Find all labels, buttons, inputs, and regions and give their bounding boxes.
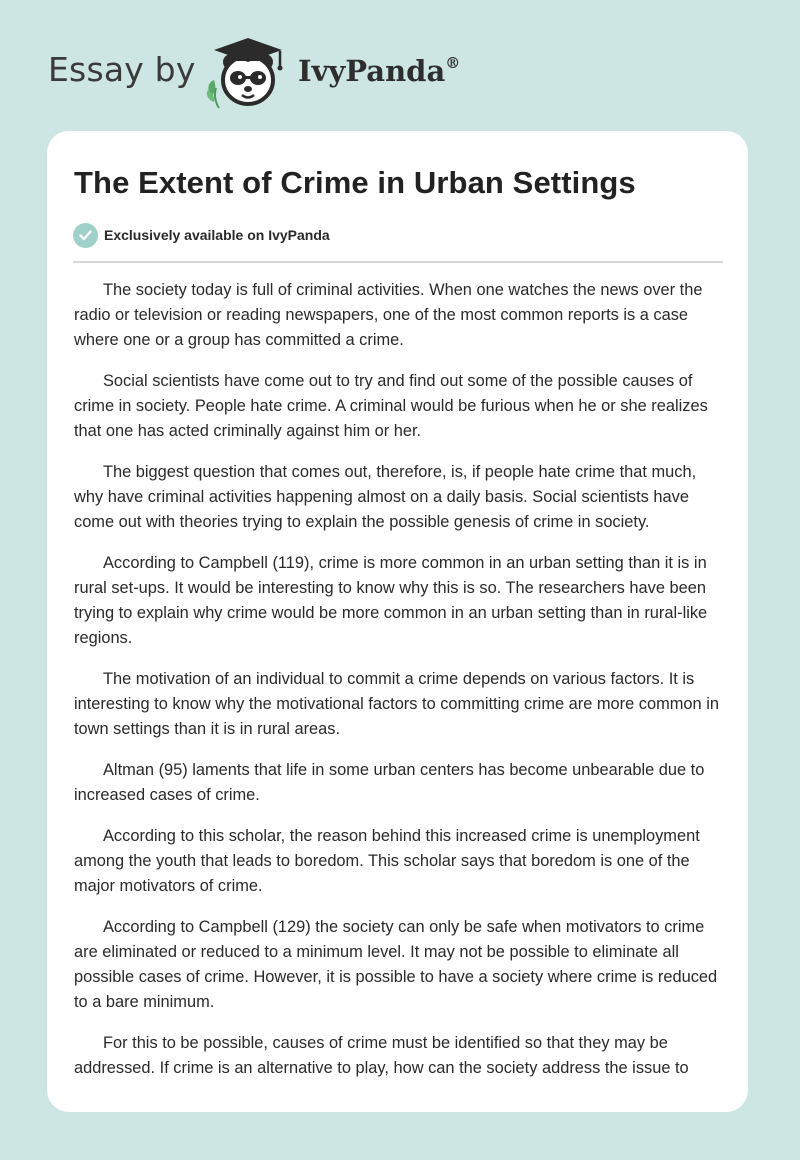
essay-body: [74, 278, 724, 1097]
essay-paragraph: The motivation of an individual to commit a crime depends on various factors. It is interesting to know why the motivational factors to committing crime are more common in town settings than it is in rural areas.: [74, 670, 719, 738]
essay-paragraph: According to Campbell (129) the society can only be safe when motivators to crime are eliminated or reduced to a minimum level. It may not be possible to eliminate all possible cases of crime. However, it is possible to have a society where crime is reduced to a bare minimum.: [74, 918, 718, 1011]
essay-paragraph: Social scientists have come out to try and find out some of the possible causes of crime in society. People hate crime. A criminal would be furious when he or she realizes that one has acted criminally against him or her.: [74, 372, 708, 440]
essay-card: [47, 131, 748, 1112]
essay-paragraph: According to this scholar, the reason behind this increased crime is unemployment among the youth that leads to boredom. This scholar says that boredom is one of the major motivators of crime.: [74, 827, 700, 895]
divider: [73, 261, 723, 263]
essay-paragraph: The society today is full of criminal activities. When one watches the news over the radio or television or reading newspapers, one of the most common reports is a case where one or a group has committed a crime.: [74, 281, 703, 349]
site-header: [48, 36, 508, 116]
essay-paragraph: For this to be possible, causes of crime must be identified so that they may be addressed. If crime is an alternative to play, how can the society address the issue to: [74, 1034, 689, 1077]
exclusive-badge-label: Exclusively available on IvyPanda: [104, 227, 330, 243]
essay-paragraph: Altman (95) laments that life in some urban centers has become unbearable due to increased cases of crime.: [74, 761, 705, 804]
brand-name-text: IvyPanda: [298, 54, 446, 88]
ivypanda-logo[interactable]: [202, 36, 292, 110]
check-icon: [73, 223, 98, 248]
panda-graduate-icon: [202, 36, 292, 110]
essay-by-label: Essay by: [48, 50, 196, 89]
brand-name[interactable]: [298, 54, 460, 88]
essay-paragraph: According to Campbell (119), crime is more common in an urban setting than it is in rural set-ups. It would be interesting to know why this is so. The researchers have been trying to explain why crime would be more common in an urban setting than in rural-like regions.: [74, 554, 708, 647]
essay-paragraph: The biggest question that comes out, therefore, is, if people hate crime that much, why have criminal activities happening almost on a daily basis. Social scientists have come out with theories trying to explain the possible genesis of crime in society.: [74, 463, 697, 531]
exclusive-badge: [73, 222, 330, 248]
page-title: The Extent of Crime in Urban Settings: [74, 165, 636, 200]
registered-mark: ®: [445, 54, 461, 73]
